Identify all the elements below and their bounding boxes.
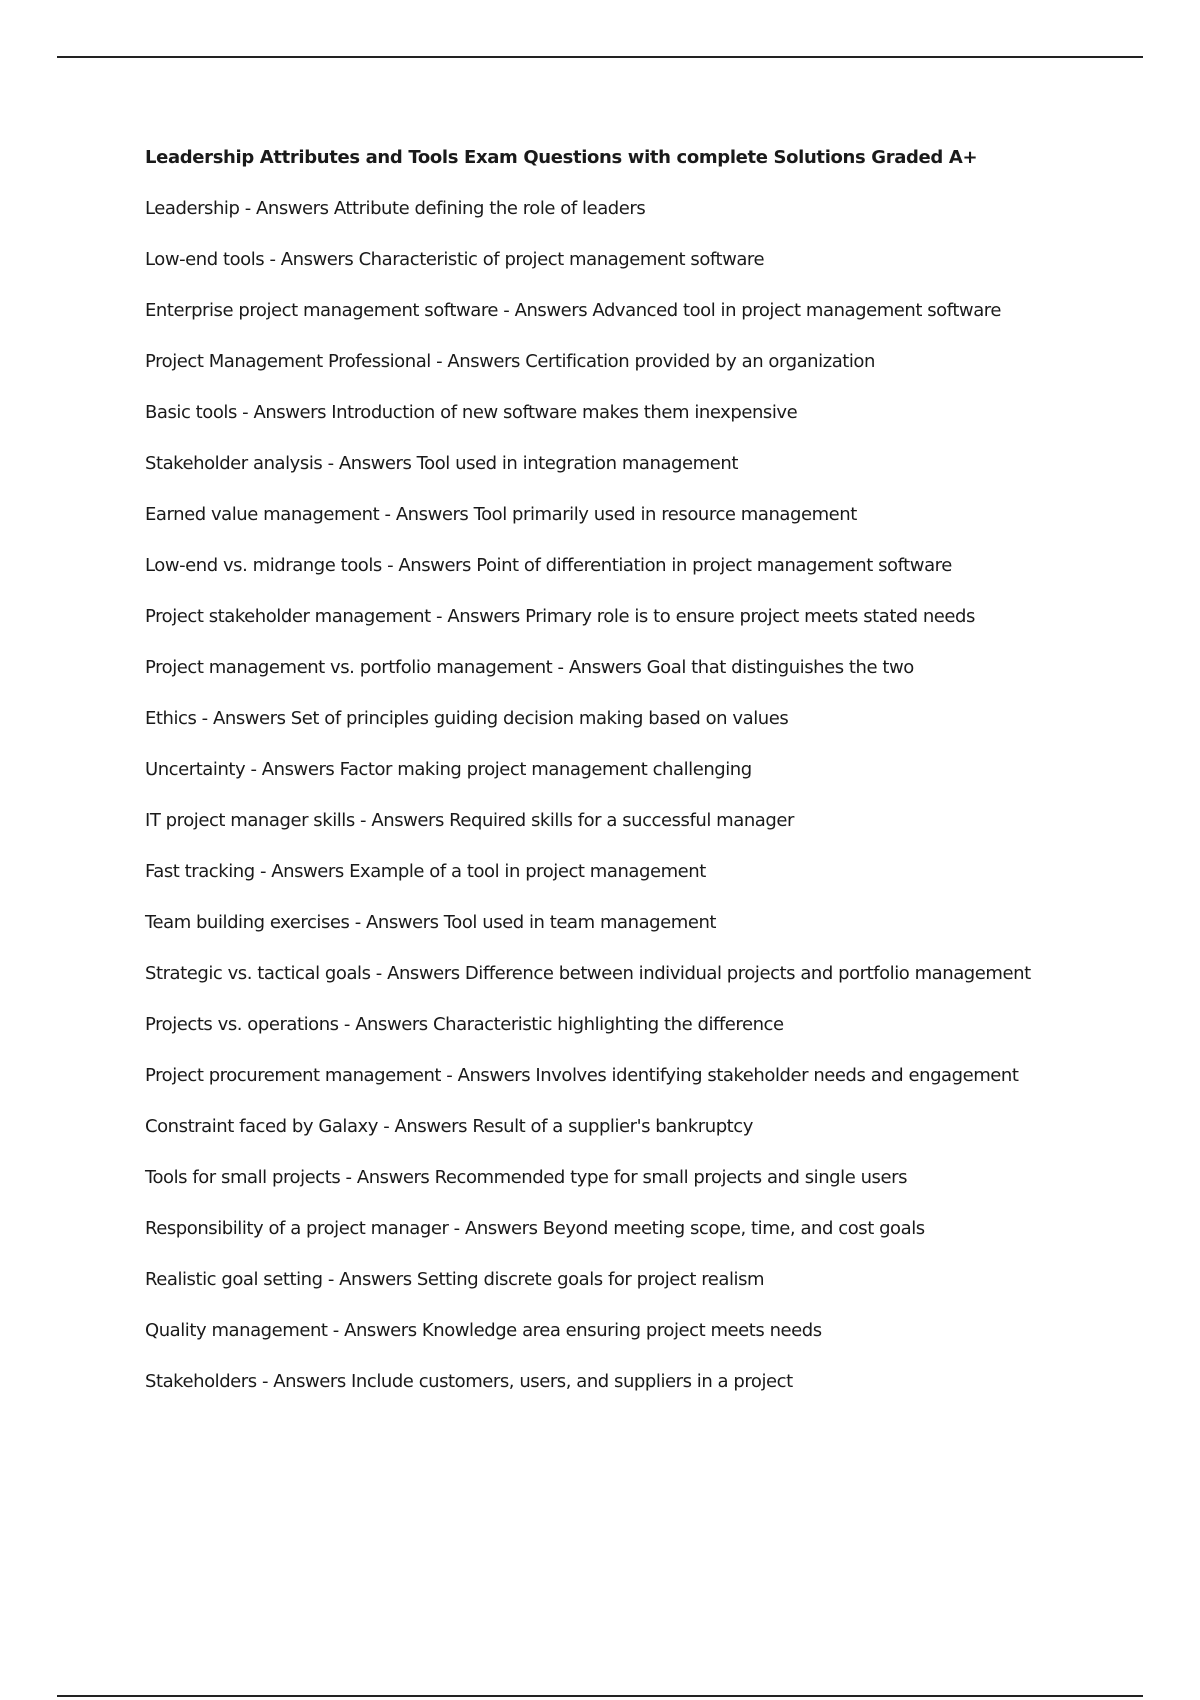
- qa-item: Projects vs. operations - Answers Characteristic highlighting the difference: [145, 1014, 784, 1035]
- header-rule: [57, 56, 1143, 58]
- qa-item: IT project manager skills - Answers Required skills for a successful manager: [145, 810, 794, 831]
- qa-item: Project stakeholder management - Answers Primary role is to ensure project meets stated needs: [145, 606, 975, 627]
- qa-item: Earned value management - Answers Tool primarily used in resource management: [145, 504, 857, 525]
- qa-list: [145, 197, 1145, 1394]
- qa-item: Leadership - Answers Attribute defining the role of leaders: [145, 198, 646, 219]
- qa-item: Low-end vs. midrange tools - Answers Point of differentiation in project management software: [145, 555, 952, 576]
- qa-item: Fast tracking - Answers Example of a tool in project management: [145, 861, 706, 882]
- qa-item: Project Management Professional - Answers Certification provided by an organization: [145, 351, 875, 372]
- qa-item: Ethics - Answers Set of principles guiding decision making based on values: [145, 708, 789, 729]
- qa-item: Constraint faced by Galaxy - Answers Result of a supplier's bankruptcy: [145, 1116, 753, 1137]
- document-title: Leadership Attributes and Tools Exam Questions with complete Solutions Graded A+: [145, 147, 978, 168]
- qa-item: Quality management - Answers Knowledge area ensuring project meets needs: [145, 1320, 822, 1341]
- qa-item: Project management vs. portfolio management - Answers Goal that distinguishes the two: [145, 657, 914, 678]
- qa-item: Low-end tools - Answers Characteristic of project management software: [145, 249, 765, 270]
- qa-item: Enterprise project management software - Answers Advanced tool in project management software: [145, 300, 1001, 321]
- qa-item: Responsibility of a project manager - Answers Beyond meeting scope, time, and cost goals: [145, 1218, 925, 1239]
- qa-item: Stakeholder analysis - Answers Tool used in integration management: [145, 453, 738, 474]
- qa-item: Basic tools - Answers Introduction of new software makes them inexpensive: [145, 402, 798, 423]
- footer-rule: [57, 1695, 1143, 1697]
- document-body: [145, 146, 1145, 1421]
- qa-item: Team building exercises - Answers Tool used in team management: [145, 912, 717, 933]
- qa-item: Uncertainty - Answers Factor making project management challenging: [145, 759, 752, 780]
- qa-item: Realistic goal setting - Answers Setting discrete goals for project realism: [145, 1269, 765, 1290]
- qa-item: Strategic vs. tactical goals - Answers Difference between individual projects and portfolio management: [145, 963, 1031, 984]
- qa-item: Tools for small projects - Answers Recommended type for small projects and single users: [145, 1167, 907, 1188]
- qa-item: Stakeholders - Answers Include customers, users, and suppliers in a project: [145, 1371, 793, 1392]
- qa-item: Project procurement management - Answers Involves identifying stakeholder needs and engagement: [145, 1065, 1019, 1086]
